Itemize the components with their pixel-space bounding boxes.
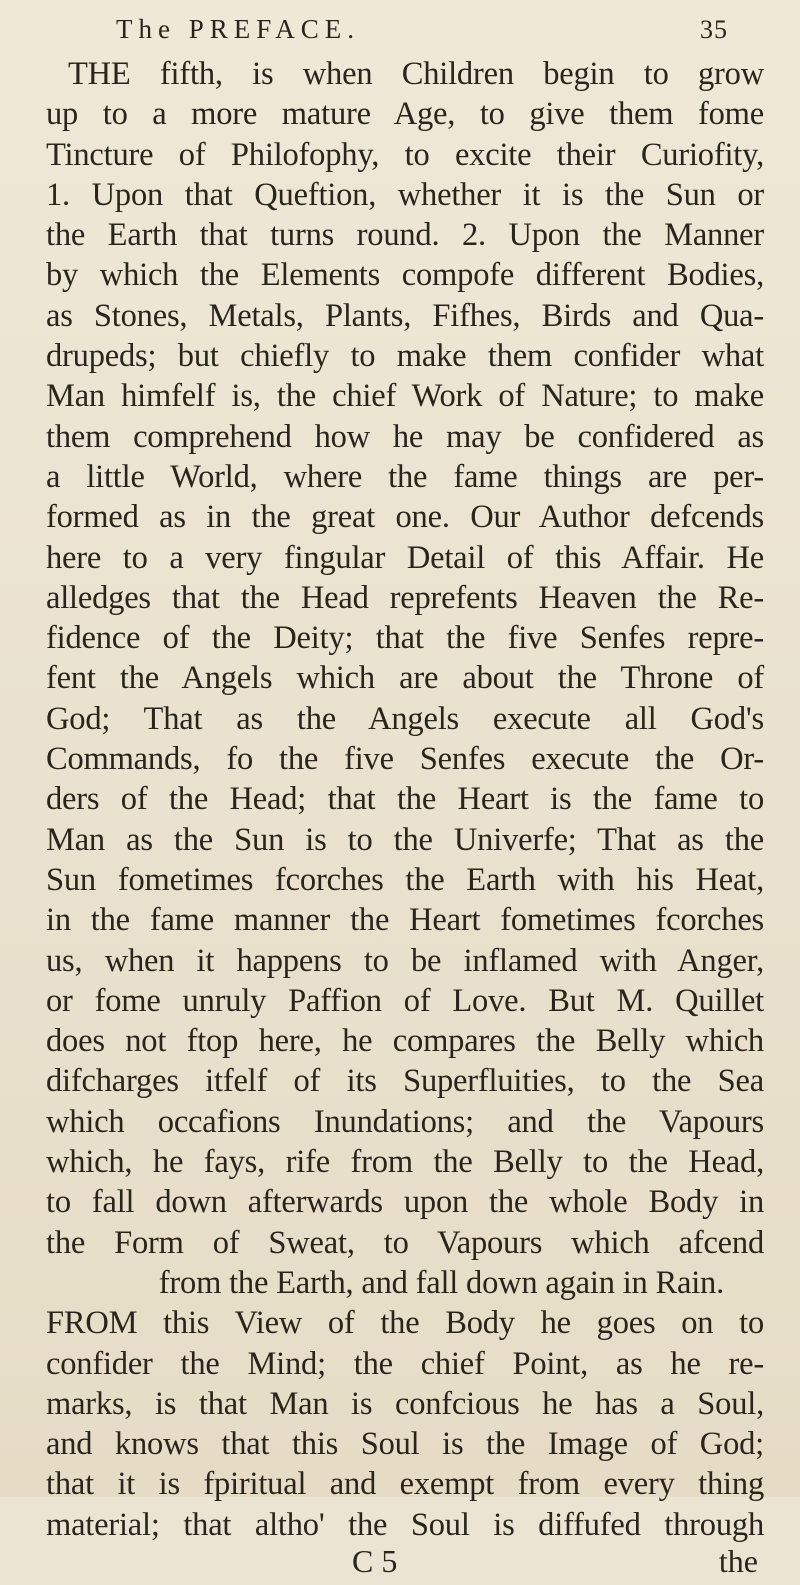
text-line: the Form of Sweat, to Vapours which afcend [46, 1224, 764, 1261]
text-line: difcharges itfelf of its Superfluities, to the Sea [46, 1063, 764, 1100]
text-line: alledges that the Head reprefents Heaven the Re- [46, 579, 764, 616]
text-line: or fome unruly Paffion of Love. But M. Quillet [46, 982, 764, 1019]
text-line: a little World, where the fame things are per- [46, 458, 764, 495]
text-line: as Stones, Metals, Plants, Fifhes, Birds and Qua- [46, 297, 764, 334]
text-line: ders of the Head; that the Heart is the fame to [46, 781, 764, 818]
text-line: formed as in the great one. Our Author defcends [46, 499, 764, 536]
text-line: that it is fpiritual and exempt from every thing [46, 1466, 764, 1503]
text-line: fent the Angels which are about the Throne of [46, 660, 764, 697]
text-line: Sun fometimes fcorches the Earth with his Heat, [46, 861, 764, 898]
running-title: The PREFACE. [116, 14, 361, 44]
text-line: confider the Mind; the chief Point, as he re- [46, 1345, 764, 1382]
page-footer [46, 1542, 764, 1585]
text-line: FROM this View of the Body he goes on to [46, 1305, 764, 1342]
text-line: which occafions Inundations; and the Vapours [46, 1103, 764, 1140]
text-line: here to a very fingular Detail of this Affair. He [46, 539, 764, 576]
text-line: and knows that this Soul is the Image of God; [46, 1426, 764, 1463]
page-number: 35 [700, 15, 728, 44]
text-line: does not ftop here, he compares the Belly which [46, 1023, 764, 1060]
signature-mark: C 5 [352, 1542, 398, 1579]
text-line: in the fame manner the Heart fometimes fcorches [46, 902, 764, 939]
text-line: Commands, fo the five Senfes execute the Or- [46, 741, 764, 778]
text-line: fidence of the Deity; that the five Senfes repre- [46, 620, 764, 657]
text-line: the Earth that turns round. 2. Upon the Manner [46, 217, 764, 254]
text-line: Man as the Sun is to the Univerfe; That as the [46, 821, 764, 858]
text-line: which, he fays, rife from the Belly to the Head, [46, 1144, 764, 1181]
text-line: us, when it happens to be inflamed with Anger, [46, 942, 764, 979]
text-line: from the Earth, and fall down again in Rain. [158, 1264, 724, 1301]
body-text [46, 54, 764, 1545]
text-line: by which the Elements compofe different Bodies, [46, 257, 764, 294]
text-line: them comprehend how he may be confidered as [46, 418, 764, 455]
text-line: marks, is that Man is confcious he has a Soul, [46, 1385, 764, 1422]
text-line: Tincture of Philofophy, to excite their Curiofity, [46, 136, 764, 173]
text-line: to fall down afterwards upon the whole Body in [46, 1184, 764, 1221]
catchword: the [718, 1542, 758, 1579]
text-line: drupeds; but chiefly to make them confider what [46, 338, 764, 375]
text-line: material; that altho' the Soul is diffufed through [46, 1506, 764, 1543]
text-line: God; That as the Angels execute all God's [46, 700, 764, 737]
text-line: 1. Upon that Queftion, whether it is the Sun or [46, 176, 764, 213]
text-line: up to a more mature Age, to give them fome [46, 96, 764, 133]
page-header [46, 14, 764, 50]
text-line: Man himfelf is, the chief Work of Nature; to make [46, 378, 764, 415]
text-line: THE fifth, is when Children begin to grow [68, 56, 764, 92]
